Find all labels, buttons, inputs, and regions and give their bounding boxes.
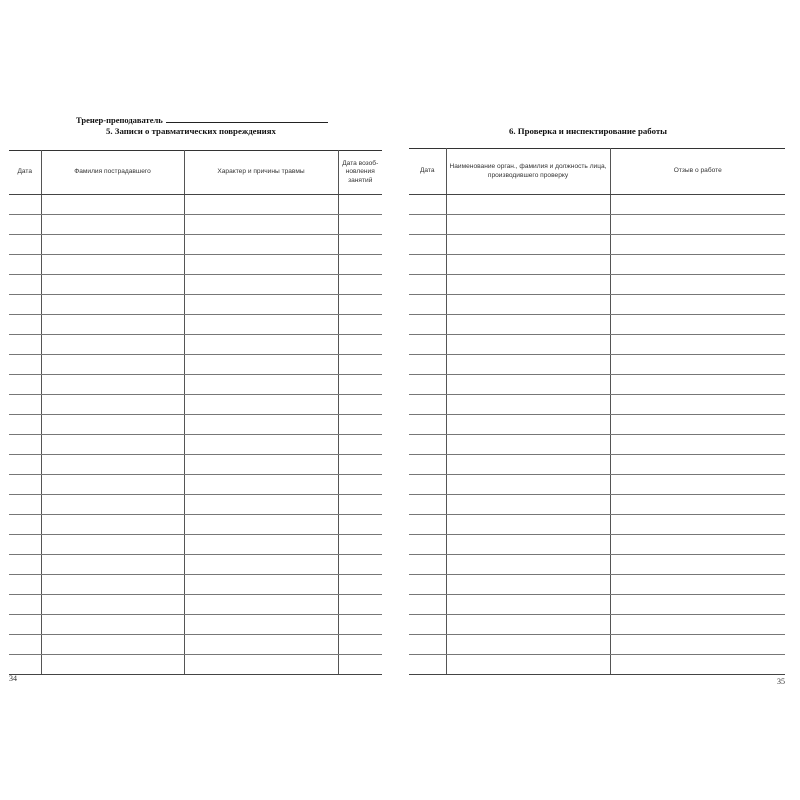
column-header-injury-nature: Характер и причины травмы bbox=[184, 151, 338, 195]
empty-cell bbox=[41, 435, 184, 455]
empty-cell bbox=[409, 335, 446, 355]
empty-cell bbox=[446, 415, 610, 435]
empty-cell bbox=[610, 435, 785, 455]
empty-cell bbox=[338, 255, 382, 275]
empty-cell bbox=[409, 215, 446, 235]
empty-cell bbox=[610, 255, 785, 275]
table-row bbox=[409, 635, 785, 655]
empty-cell bbox=[184, 535, 338, 555]
empty-cell bbox=[9, 435, 41, 455]
empty-cell bbox=[9, 515, 41, 535]
empty-cell bbox=[41, 375, 184, 395]
empty-cell bbox=[9, 595, 41, 615]
empty-cell bbox=[9, 455, 41, 475]
empty-cell bbox=[446, 435, 610, 455]
table-row bbox=[9, 455, 382, 475]
inspection-records-table bbox=[409, 148, 785, 675]
empty-cell bbox=[446, 295, 610, 315]
empty-cell bbox=[184, 375, 338, 395]
empty-cell bbox=[9, 655, 41, 675]
table-row bbox=[409, 615, 785, 635]
empty-cell bbox=[338, 635, 382, 655]
empty-cell bbox=[184, 555, 338, 575]
empty-cell bbox=[610, 475, 785, 495]
empty-cell bbox=[9, 275, 41, 295]
empty-cell bbox=[409, 255, 446, 275]
empty-cell bbox=[338, 315, 382, 335]
table-row bbox=[9, 555, 382, 575]
empty-cell bbox=[41, 495, 184, 515]
empty-cell bbox=[610, 595, 785, 615]
empty-cell bbox=[409, 235, 446, 255]
table-row bbox=[409, 515, 785, 535]
empty-cell bbox=[409, 195, 446, 215]
empty-cell bbox=[610, 375, 785, 395]
empty-cell bbox=[41, 415, 184, 435]
empty-cell bbox=[338, 515, 382, 535]
table-row bbox=[9, 615, 382, 635]
section-title-inspections: 6. Проверка и инспектирование работы bbox=[509, 126, 668, 136]
empty-cell bbox=[409, 315, 446, 335]
empty-cell bbox=[610, 515, 785, 535]
empty-cell bbox=[610, 275, 785, 295]
table-row bbox=[409, 255, 785, 275]
table-row bbox=[409, 655, 785, 675]
table-row bbox=[9, 355, 382, 375]
table-row bbox=[9, 475, 382, 495]
empty-cell bbox=[338, 615, 382, 635]
empty-cell bbox=[409, 555, 446, 575]
empty-cell bbox=[184, 415, 338, 435]
empty-cell bbox=[184, 495, 338, 515]
empty-cell bbox=[446, 575, 610, 595]
trainer-signature-line bbox=[76, 113, 328, 125]
empty-cell bbox=[184, 515, 338, 535]
empty-cell bbox=[338, 455, 382, 475]
empty-cell bbox=[446, 535, 610, 555]
empty-cell bbox=[610, 195, 785, 215]
empty-cell bbox=[184, 195, 338, 215]
empty-cell bbox=[338, 415, 382, 435]
empty-cell bbox=[409, 575, 446, 595]
table-row bbox=[9, 655, 382, 675]
trainer-label: Тренер-преподаватель bbox=[76, 115, 163, 125]
empty-cell bbox=[41, 255, 184, 275]
table-row bbox=[409, 355, 785, 375]
empty-cell bbox=[9, 235, 41, 255]
table-row bbox=[9, 275, 382, 295]
empty-cell bbox=[9, 335, 41, 355]
empty-cell bbox=[610, 615, 785, 635]
empty-cell bbox=[446, 375, 610, 395]
empty-cell bbox=[409, 595, 446, 615]
table-row bbox=[9, 195, 382, 215]
empty-cell bbox=[409, 295, 446, 315]
empty-cell bbox=[41, 575, 184, 595]
empty-cell bbox=[610, 335, 785, 355]
empty-cell bbox=[41, 655, 184, 675]
table-row bbox=[9, 395, 382, 415]
column-header-resume-date: Дата возоб-новления занятий bbox=[338, 151, 382, 195]
empty-cell bbox=[9, 475, 41, 495]
table-row bbox=[409, 475, 785, 495]
empty-cell bbox=[184, 635, 338, 655]
empty-cell bbox=[9, 555, 41, 575]
empty-cell bbox=[338, 295, 382, 315]
empty-cell bbox=[610, 415, 785, 435]
empty-cell bbox=[338, 435, 382, 455]
table-row bbox=[409, 415, 785, 435]
empty-cell bbox=[184, 395, 338, 415]
empty-cell bbox=[409, 615, 446, 635]
table-row bbox=[9, 255, 382, 275]
empty-cell bbox=[184, 655, 338, 675]
table-row bbox=[409, 375, 785, 395]
table-row bbox=[409, 555, 785, 575]
empty-cell bbox=[338, 595, 382, 615]
table-row bbox=[9, 515, 382, 535]
empty-cell bbox=[446, 335, 610, 355]
table-row bbox=[409, 195, 785, 215]
empty-cell bbox=[338, 575, 382, 595]
column-header-work-review: Отзыв о работе bbox=[610, 149, 785, 195]
injury-records-table bbox=[9, 150, 382, 675]
table-row bbox=[9, 495, 382, 515]
inspection-records-body bbox=[409, 195, 785, 675]
empty-cell bbox=[610, 635, 785, 655]
table-row bbox=[9, 375, 382, 395]
empty-cell bbox=[9, 395, 41, 415]
empty-cell bbox=[41, 615, 184, 635]
empty-cell bbox=[41, 595, 184, 615]
empty-cell bbox=[409, 635, 446, 655]
empty-cell bbox=[610, 235, 785, 255]
empty-cell bbox=[446, 455, 610, 475]
empty-cell bbox=[610, 395, 785, 415]
empty-cell bbox=[338, 195, 382, 215]
table-row bbox=[409, 595, 785, 615]
empty-cell bbox=[610, 295, 785, 315]
empty-cell bbox=[338, 655, 382, 675]
empty-cell bbox=[184, 335, 338, 355]
empty-cell bbox=[610, 315, 785, 335]
empty-cell bbox=[9, 375, 41, 395]
empty-cell bbox=[9, 195, 41, 215]
empty-cell bbox=[41, 555, 184, 575]
empty-cell bbox=[41, 455, 184, 475]
empty-cell bbox=[610, 455, 785, 475]
table-row bbox=[9, 315, 382, 335]
table-row bbox=[409, 295, 785, 315]
empty-cell bbox=[41, 315, 184, 335]
empty-cell bbox=[446, 635, 610, 655]
column-header-injured-name: Фамилия пострадавшего bbox=[41, 151, 184, 195]
empty-cell bbox=[9, 535, 41, 555]
empty-cell bbox=[184, 275, 338, 295]
table-row bbox=[409, 455, 785, 475]
table-row bbox=[409, 435, 785, 455]
empty-cell bbox=[446, 315, 610, 335]
table-row bbox=[9, 215, 382, 235]
empty-cell bbox=[338, 475, 382, 495]
empty-cell bbox=[610, 495, 785, 515]
table-row bbox=[9, 295, 382, 315]
empty-cell bbox=[409, 515, 446, 535]
empty-cell bbox=[9, 495, 41, 515]
table-row bbox=[409, 335, 785, 355]
section-title-injuries: 5. Записи о травматических повреждениях bbox=[106, 126, 276, 136]
empty-cell bbox=[409, 655, 446, 675]
empty-cell bbox=[41, 475, 184, 495]
table-row bbox=[9, 635, 382, 655]
empty-cell bbox=[446, 235, 610, 255]
empty-cell bbox=[184, 575, 338, 595]
injury-records-body bbox=[9, 195, 382, 675]
empty-cell bbox=[338, 355, 382, 375]
empty-cell bbox=[610, 355, 785, 375]
table-row bbox=[409, 535, 785, 555]
empty-cell bbox=[184, 315, 338, 335]
table-row bbox=[9, 335, 382, 355]
empty-cell bbox=[446, 495, 610, 515]
empty-cell bbox=[409, 435, 446, 455]
table-row bbox=[9, 535, 382, 555]
empty-cell bbox=[446, 615, 610, 635]
empty-cell bbox=[338, 555, 382, 575]
empty-cell bbox=[184, 455, 338, 475]
empty-cell bbox=[338, 375, 382, 395]
empty-cell bbox=[9, 315, 41, 335]
empty-cell bbox=[9, 575, 41, 595]
empty-cell bbox=[184, 255, 338, 275]
empty-cell bbox=[41, 195, 184, 215]
right-page bbox=[400, 0, 800, 800]
empty-cell bbox=[446, 215, 610, 235]
empty-cell bbox=[446, 655, 610, 675]
table-row bbox=[409, 575, 785, 595]
empty-cell bbox=[9, 255, 41, 275]
empty-cell bbox=[41, 295, 184, 315]
empty-cell bbox=[446, 255, 610, 275]
empty-cell bbox=[409, 355, 446, 375]
table-header-row bbox=[409, 149, 785, 195]
empty-cell bbox=[41, 235, 184, 255]
empty-cell bbox=[446, 595, 610, 615]
empty-cell bbox=[184, 475, 338, 495]
page-number-right: 35 bbox=[777, 677, 785, 686]
table-row bbox=[9, 235, 382, 255]
empty-cell bbox=[610, 535, 785, 555]
table-row bbox=[9, 415, 382, 435]
table-header-row bbox=[9, 151, 382, 195]
empty-cell bbox=[446, 475, 610, 495]
empty-cell bbox=[41, 335, 184, 355]
empty-cell bbox=[41, 535, 184, 555]
empty-cell bbox=[41, 355, 184, 375]
column-header-date: Дата bbox=[9, 151, 41, 195]
empty-cell bbox=[9, 355, 41, 375]
empty-cell bbox=[338, 215, 382, 235]
empty-cell bbox=[610, 215, 785, 235]
empty-cell bbox=[409, 455, 446, 475]
empty-cell bbox=[446, 275, 610, 295]
empty-cell bbox=[338, 235, 382, 255]
table-row bbox=[9, 575, 382, 595]
empty-cell bbox=[41, 275, 184, 295]
empty-cell bbox=[338, 535, 382, 555]
empty-cell bbox=[338, 495, 382, 515]
empty-cell bbox=[446, 355, 610, 375]
empty-cell bbox=[409, 275, 446, 295]
empty-cell bbox=[409, 415, 446, 435]
empty-cell bbox=[184, 435, 338, 455]
empty-cell bbox=[184, 355, 338, 375]
empty-cell bbox=[409, 535, 446, 555]
empty-cell bbox=[409, 475, 446, 495]
empty-cell bbox=[446, 555, 610, 575]
column-header-inspector: Наименование орган., фамилия и должность лица, производившего проверку bbox=[446, 149, 610, 195]
empty-cell bbox=[41, 635, 184, 655]
empty-cell bbox=[184, 295, 338, 315]
column-header-date: Дата bbox=[409, 149, 446, 195]
table-row bbox=[409, 315, 785, 335]
empty-cell bbox=[184, 615, 338, 635]
table-row bbox=[409, 275, 785, 295]
empty-cell bbox=[9, 215, 41, 235]
table-row bbox=[409, 235, 785, 255]
trainer-blank bbox=[166, 113, 328, 123]
empty-cell bbox=[610, 655, 785, 675]
empty-cell bbox=[41, 395, 184, 415]
empty-cell bbox=[610, 575, 785, 595]
empty-cell bbox=[41, 515, 184, 535]
empty-cell bbox=[338, 335, 382, 355]
table-row bbox=[9, 595, 382, 615]
empty-cell bbox=[9, 615, 41, 635]
table-row bbox=[409, 495, 785, 515]
table-row bbox=[409, 395, 785, 415]
empty-cell bbox=[9, 635, 41, 655]
empty-cell bbox=[9, 295, 41, 315]
table-row bbox=[409, 215, 785, 235]
empty-cell bbox=[41, 215, 184, 235]
empty-cell bbox=[409, 375, 446, 395]
empty-cell bbox=[9, 415, 41, 435]
empty-cell bbox=[409, 395, 446, 415]
empty-cell bbox=[184, 595, 338, 615]
empty-cell bbox=[610, 555, 785, 575]
table-row bbox=[9, 435, 382, 455]
empty-cell bbox=[446, 395, 610, 415]
empty-cell bbox=[446, 195, 610, 215]
page-number-left: 34 bbox=[9, 674, 17, 683]
empty-cell bbox=[338, 275, 382, 295]
empty-cell bbox=[184, 235, 338, 255]
empty-cell bbox=[446, 515, 610, 535]
empty-cell bbox=[184, 215, 338, 235]
empty-cell bbox=[338, 395, 382, 415]
empty-cell bbox=[409, 495, 446, 515]
